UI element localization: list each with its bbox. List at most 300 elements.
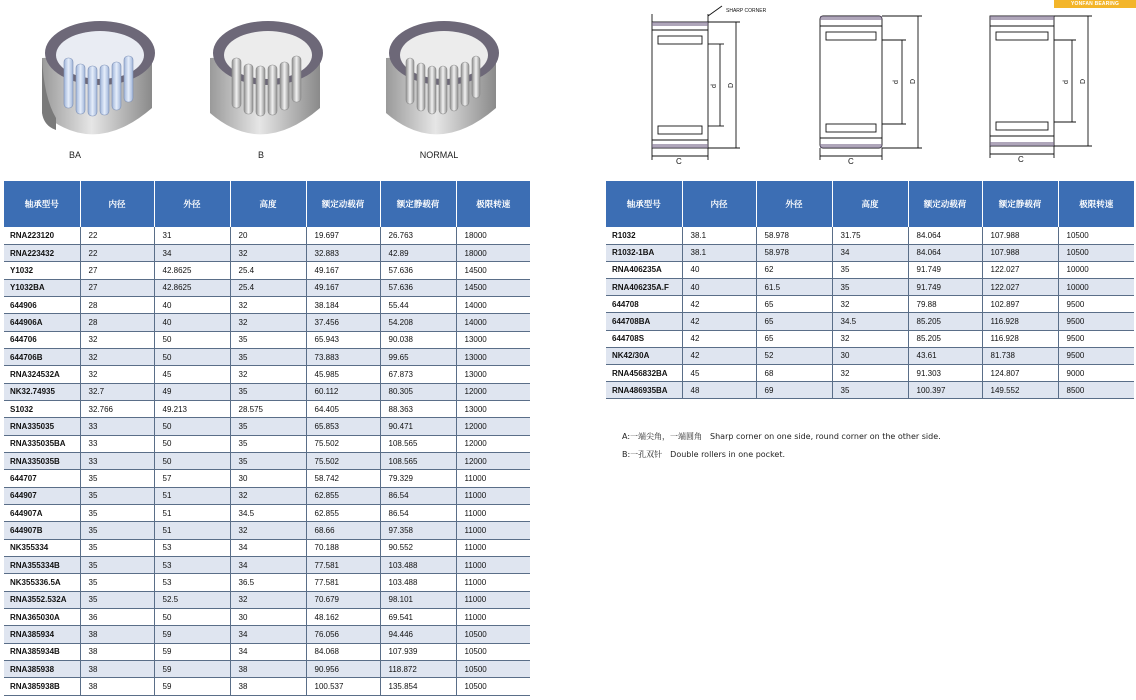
table-row [606, 279, 1134, 296]
value-cell: 65 [756, 330, 832, 347]
table-row [606, 347, 1134, 364]
value-cell: 35 [230, 348, 306, 365]
table-row [4, 314, 530, 331]
dim-d-small-1: d [711, 84, 718, 88]
value-cell: 28.575 [230, 400, 306, 417]
value-cell: 84.064 [908, 244, 982, 261]
value-cell: 103.488 [380, 557, 456, 574]
table-row [606, 330, 1134, 347]
value-cell: 34 [154, 244, 230, 261]
table-row [4, 643, 530, 660]
value-cell: 149.552 [982, 382, 1058, 399]
value-cell: 14000 [456, 314, 530, 331]
table-row [4, 626, 530, 643]
value-cell: 38 [80, 661, 154, 678]
value-cell: 35 [80, 505, 154, 522]
value-cell: 60.112 [306, 383, 380, 400]
value-cell: 108.565 [380, 452, 456, 469]
value-cell: 59 [154, 626, 230, 643]
value-cell: 94.446 [380, 626, 456, 643]
value-cell: 37.456 [306, 314, 380, 331]
model-cell: RNA385934B [4, 643, 80, 660]
value-cell: 90.471 [380, 418, 456, 435]
value-cell: 35 [80, 591, 154, 608]
value-cell: 58.742 [306, 470, 380, 487]
value-cell: 28 [80, 296, 154, 313]
table-row [606, 365, 1134, 382]
value-cell: 32 [230, 487, 306, 504]
value-cell: 35 [230, 383, 306, 400]
value-cell: 35 [832, 279, 908, 296]
value-cell: 9500 [1058, 296, 1134, 313]
value-cell: 100.537 [306, 678, 380, 695]
value-cell: 25.4 [230, 262, 306, 279]
model-cell: RNA223432 [4, 244, 80, 261]
model-cell: 644907 [4, 487, 80, 504]
value-cell: 79.88 [908, 296, 982, 313]
bearing-spec-table-left [4, 181, 530, 696]
value-cell: 27 [80, 262, 154, 279]
value-cell: 35 [230, 452, 306, 469]
value-cell: 12000 [456, 383, 530, 400]
value-cell: 9500 [1058, 347, 1134, 364]
value-cell: 30 [832, 347, 908, 364]
column-header: 轴承型号 [606, 181, 682, 227]
brand-banner: YONFAN BEARING [1054, 0, 1136, 8]
table-row [4, 505, 530, 522]
value-cell: 65.943 [306, 331, 380, 348]
value-cell: 32.766 [80, 400, 154, 417]
value-cell: 31.75 [832, 227, 908, 244]
table-row [4, 574, 530, 591]
value-cell: 86.54 [380, 487, 456, 504]
value-cell: 59 [154, 661, 230, 678]
model-cell: 644906A [4, 314, 80, 331]
model-cell: RNA385934 [4, 626, 80, 643]
column-header: 内径 [80, 181, 154, 227]
value-cell: 85.205 [908, 330, 982, 347]
bearing-normal-image [378, 8, 508, 148]
value-cell: 116.928 [982, 313, 1058, 330]
value-cell: 49 [154, 383, 230, 400]
value-cell: 75.502 [306, 435, 380, 452]
value-cell: 34 [230, 539, 306, 556]
value-cell: 45.985 [306, 366, 380, 383]
value-cell: 99.65 [380, 348, 456, 365]
column-header: 额定静载荷 [982, 181, 1058, 227]
table-row [606, 382, 1134, 399]
value-cell: 52 [756, 347, 832, 364]
value-cell: 40 [682, 261, 756, 278]
model-cell: NK32.74935 [4, 383, 80, 400]
bearing-normal-label: NORMAL [419, 150, 459, 160]
value-cell: 55.44 [380, 296, 456, 313]
model-cell: 644708BA [606, 313, 682, 330]
column-header: 极限转速 [456, 181, 530, 227]
value-cell: 59 [154, 643, 230, 660]
column-header: 额定动载荷 [908, 181, 982, 227]
value-cell: 77.581 [306, 574, 380, 591]
value-cell: 50 [154, 418, 230, 435]
value-cell: 10500 [1058, 244, 1134, 261]
model-cell: 644707 [4, 470, 80, 487]
model-cell: R1032 [606, 227, 682, 244]
value-cell: 118.872 [380, 661, 456, 678]
sharp-corner-callout: SHARP CORNER [726, 8, 767, 14]
value-cell: 51 [154, 505, 230, 522]
value-cell: 11000 [456, 505, 530, 522]
value-cell: 76.056 [306, 626, 380, 643]
value-cell: 62.855 [306, 505, 380, 522]
value-cell: 11000 [456, 557, 530, 574]
dim-c-1: C [676, 157, 682, 166]
model-cell: 644708 [606, 296, 682, 313]
column-header: 额定静载荷 [380, 181, 456, 227]
value-cell: 9500 [1058, 330, 1134, 347]
model-cell: S1032 [4, 400, 80, 417]
value-cell: 32 [80, 366, 154, 383]
value-cell: 124.807 [982, 365, 1058, 382]
value-cell: 35 [230, 418, 306, 435]
column-header: 轴承型号 [4, 181, 80, 227]
value-cell: 91.749 [908, 261, 982, 278]
value-cell: 10000 [1058, 279, 1134, 296]
dim-c-3: C [1018, 155, 1024, 164]
value-cell: 107.988 [982, 227, 1058, 244]
value-cell: 77.581 [306, 557, 380, 574]
value-cell: 45 [154, 366, 230, 383]
value-cell: 35 [230, 331, 306, 348]
value-cell: 85.205 [908, 313, 982, 330]
value-cell: 38.184 [306, 296, 380, 313]
value-cell: 42 [682, 296, 756, 313]
value-cell: 42.8625 [154, 279, 230, 296]
value-cell: 73.883 [306, 348, 380, 365]
value-cell: 102.897 [982, 296, 1058, 313]
value-cell: 10500 [456, 626, 530, 643]
value-cell: 32 [230, 366, 306, 383]
dim-d-large-1: D [728, 82, 735, 88]
value-cell: 32 [230, 296, 306, 313]
value-cell: 31 [154, 227, 230, 244]
table-row [4, 348, 530, 365]
value-cell: 33 [80, 452, 154, 469]
value-cell: 49.167 [306, 262, 380, 279]
value-cell: 18000 [456, 244, 530, 261]
value-cell: 97.358 [380, 522, 456, 539]
value-cell: 12000 [456, 452, 530, 469]
value-cell: 62 [756, 261, 832, 278]
value-cell: 33 [80, 418, 154, 435]
bearing-b-label: B [257, 150, 264, 160]
table-row [4, 262, 530, 279]
table-row [4, 227, 530, 244]
value-cell: 14000 [456, 296, 530, 313]
model-cell: 644706 [4, 331, 80, 348]
drawing-sharp-corner [636, 4, 786, 170]
value-cell: 51 [154, 487, 230, 504]
model-cell: NK42/30A [606, 347, 682, 364]
value-cell: 57.636 [380, 279, 456, 296]
value-cell: 45 [682, 365, 756, 382]
value-cell: 32 [80, 348, 154, 365]
value-cell: 65 [756, 313, 832, 330]
value-cell: 98.101 [380, 591, 456, 608]
model-cell: RNA406235A [606, 261, 682, 278]
model-cell: RNA3552.532A [4, 591, 80, 608]
value-cell: 62.855 [306, 487, 380, 504]
value-cell: 34 [230, 557, 306, 574]
column-header: 极限转速 [1058, 181, 1134, 227]
value-cell: 35 [80, 470, 154, 487]
model-cell: RNA406235A.F [606, 279, 682, 296]
table-row [606, 244, 1134, 261]
model-cell: Y1032 [4, 262, 80, 279]
value-cell: 34 [230, 643, 306, 660]
dim-c-2: C [848, 157, 854, 166]
table-row [4, 400, 530, 417]
table-row [4, 435, 530, 452]
value-cell: 58.978 [756, 244, 832, 261]
value-cell: 10500 [456, 643, 530, 660]
value-cell: 34.5 [230, 505, 306, 522]
value-cell: 84.064 [908, 227, 982, 244]
value-cell: 8500 [1058, 382, 1134, 399]
table-row [4, 366, 530, 383]
value-cell: 50 [154, 452, 230, 469]
value-cell: 30 [230, 470, 306, 487]
value-cell: 19.697 [306, 227, 380, 244]
model-cell: RNA486935BA [606, 382, 682, 399]
value-cell: 50 [154, 435, 230, 452]
value-cell: 68 [756, 365, 832, 382]
model-cell: 644907B [4, 522, 80, 539]
model-cell: 644906 [4, 296, 80, 313]
value-cell: 90.956 [306, 661, 380, 678]
value-cell: 48.162 [306, 609, 380, 626]
value-cell: 122.027 [982, 279, 1058, 296]
value-cell: 10500 [456, 661, 530, 678]
model-cell: RNA335035BA [4, 435, 80, 452]
model-cell: 644907A [4, 505, 80, 522]
value-cell: 34.5 [832, 313, 908, 330]
value-cell: 32 [230, 314, 306, 331]
value-cell: 11000 [456, 487, 530, 504]
value-cell: 35 [80, 487, 154, 504]
model-cell: NK355334 [4, 539, 80, 556]
table-row [606, 313, 1134, 330]
value-cell: 10000 [1058, 261, 1134, 278]
dim-d-large-2: D [910, 78, 917, 84]
value-cell: 10500 [1058, 227, 1134, 244]
value-cell: 35 [832, 382, 908, 399]
value-cell: 13000 [456, 366, 530, 383]
value-cell: 42.8625 [154, 262, 230, 279]
dim-d-small-3: d [1063, 80, 1070, 84]
value-cell: 84.068 [306, 643, 380, 660]
table-row [4, 418, 530, 435]
value-cell: 69.541 [380, 609, 456, 626]
value-cell: 69 [756, 382, 832, 399]
value-cell: 50 [154, 348, 230, 365]
column-header: 内径 [682, 181, 756, 227]
value-cell: 35 [230, 435, 306, 452]
value-cell: 43.61 [908, 347, 982, 364]
value-cell: 38 [230, 678, 306, 695]
value-cell: 81.738 [982, 347, 1058, 364]
model-cell: 644708S [606, 330, 682, 347]
model-cell: RNA324532A [4, 366, 80, 383]
value-cell: 103.488 [380, 574, 456, 591]
model-cell: RNA355334B [4, 557, 80, 574]
table-row [4, 296, 530, 313]
model-cell: 644706B [4, 348, 80, 365]
value-cell: 91.749 [908, 279, 982, 296]
drawing-normal [978, 4, 1108, 170]
value-cell: 14500 [456, 279, 530, 296]
value-cell: 48 [682, 382, 756, 399]
note-b: B:一孔双针 Double rollers in one pocket. [622, 450, 786, 459]
value-cell: 90.552 [380, 539, 456, 556]
table-row [4, 452, 530, 469]
value-cell: 50 [154, 331, 230, 348]
value-cell: 22 [80, 244, 154, 261]
value-cell: 90.038 [380, 331, 456, 348]
value-cell: 70.188 [306, 539, 380, 556]
value-cell: 79.329 [380, 470, 456, 487]
value-cell: 36 [80, 609, 154, 626]
column-header: 外径 [154, 181, 230, 227]
value-cell: 28 [80, 314, 154, 331]
value-cell: 52.5 [154, 591, 230, 608]
value-cell: 61.5 [756, 279, 832, 296]
table-row [4, 244, 530, 261]
value-cell: 50 [154, 609, 230, 626]
value-cell: 38 [80, 678, 154, 695]
value-cell: 22 [80, 227, 154, 244]
model-cell: R1032-1BA [606, 244, 682, 261]
column-header: 外径 [756, 181, 832, 227]
value-cell: 116.928 [982, 330, 1058, 347]
bearing-spec-table-right [606, 181, 1134, 399]
value-cell: 68.66 [306, 522, 380, 539]
model-cell: NK355336.5A [4, 574, 80, 591]
notes [622, 428, 941, 464]
model-cell: Y1032BA [4, 279, 80, 296]
value-cell: 51 [154, 522, 230, 539]
bearing-ba-label: BA [68, 150, 81, 160]
value-cell: 20 [230, 227, 306, 244]
value-cell: 18000 [456, 227, 530, 244]
model-cell: RNA456832BA [606, 365, 682, 382]
table-row [4, 470, 530, 487]
value-cell: 59 [154, 678, 230, 695]
value-cell: 42.89 [380, 244, 456, 261]
value-cell: 32 [230, 591, 306, 608]
value-cell: 34 [230, 626, 306, 643]
value-cell: 122.027 [982, 261, 1058, 278]
table-row [4, 522, 530, 539]
value-cell: 135.854 [380, 678, 456, 695]
value-cell: 86.54 [380, 505, 456, 522]
model-cell: RNA223120 [4, 227, 80, 244]
table-header-row [4, 181, 530, 227]
value-cell: 67.873 [380, 366, 456, 383]
value-cell: 32 [832, 365, 908, 382]
value-cell: 11000 [456, 609, 530, 626]
table-row [4, 661, 530, 678]
value-cell: 30 [230, 609, 306, 626]
value-cell: 9500 [1058, 313, 1134, 330]
model-cell: RNA385938B [4, 678, 80, 695]
value-cell: 107.939 [380, 643, 456, 660]
bearing-b-image [202, 8, 332, 148]
value-cell: 32 [832, 296, 908, 313]
model-cell: RNA385938 [4, 661, 80, 678]
value-cell: 32.883 [306, 244, 380, 261]
value-cell: 65.853 [306, 418, 380, 435]
column-header: 额定动载荷 [306, 181, 380, 227]
value-cell: 26.763 [380, 227, 456, 244]
value-cell: 13000 [456, 331, 530, 348]
dim-d-large-3: D [1080, 78, 1087, 84]
value-cell: 13000 [456, 400, 530, 417]
value-cell: 33 [80, 435, 154, 452]
value-cell: 58.978 [756, 227, 832, 244]
value-cell: 40 [682, 279, 756, 296]
value-cell: 12000 [456, 418, 530, 435]
value-cell: 35 [832, 261, 908, 278]
value-cell: 53 [154, 539, 230, 556]
value-cell: 11000 [456, 522, 530, 539]
value-cell: 35 [80, 539, 154, 556]
value-cell: 88.363 [380, 400, 456, 417]
table-row [4, 539, 530, 556]
table-row [4, 487, 530, 504]
value-cell: 9000 [1058, 365, 1134, 382]
value-cell: 13000 [456, 348, 530, 365]
table-row [4, 678, 530, 695]
bearing-ba-image [34, 8, 164, 148]
table-row [606, 296, 1134, 313]
table-row [4, 279, 530, 296]
value-cell: 70.679 [306, 591, 380, 608]
value-cell: 35 [80, 522, 154, 539]
value-cell: 38 [80, 643, 154, 660]
value-cell: 11000 [456, 574, 530, 591]
value-cell: 34 [832, 244, 908, 261]
value-cell: 57.636 [380, 262, 456, 279]
drawing-round-corner [806, 4, 936, 170]
column-header: 高度 [832, 181, 908, 227]
table-row [4, 383, 530, 400]
value-cell: 38.1 [682, 227, 756, 244]
value-cell: 35 [80, 574, 154, 591]
value-cell: 11000 [456, 470, 530, 487]
note-a: A:一端尖角，一端圆角 Sharp corner on one side, round corner on the other side. [622, 432, 941, 441]
value-cell: 91.303 [908, 365, 982, 382]
value-cell: 32 [80, 331, 154, 348]
model-cell: RNA365030A [4, 609, 80, 626]
table-row [606, 261, 1134, 278]
table-row [4, 557, 530, 574]
value-cell: 32.7 [80, 383, 154, 400]
value-cell: 42 [682, 313, 756, 330]
table-row [606, 227, 1134, 244]
model-cell: RNA335035 [4, 418, 80, 435]
value-cell: 32 [230, 522, 306, 539]
value-cell: 32 [832, 330, 908, 347]
